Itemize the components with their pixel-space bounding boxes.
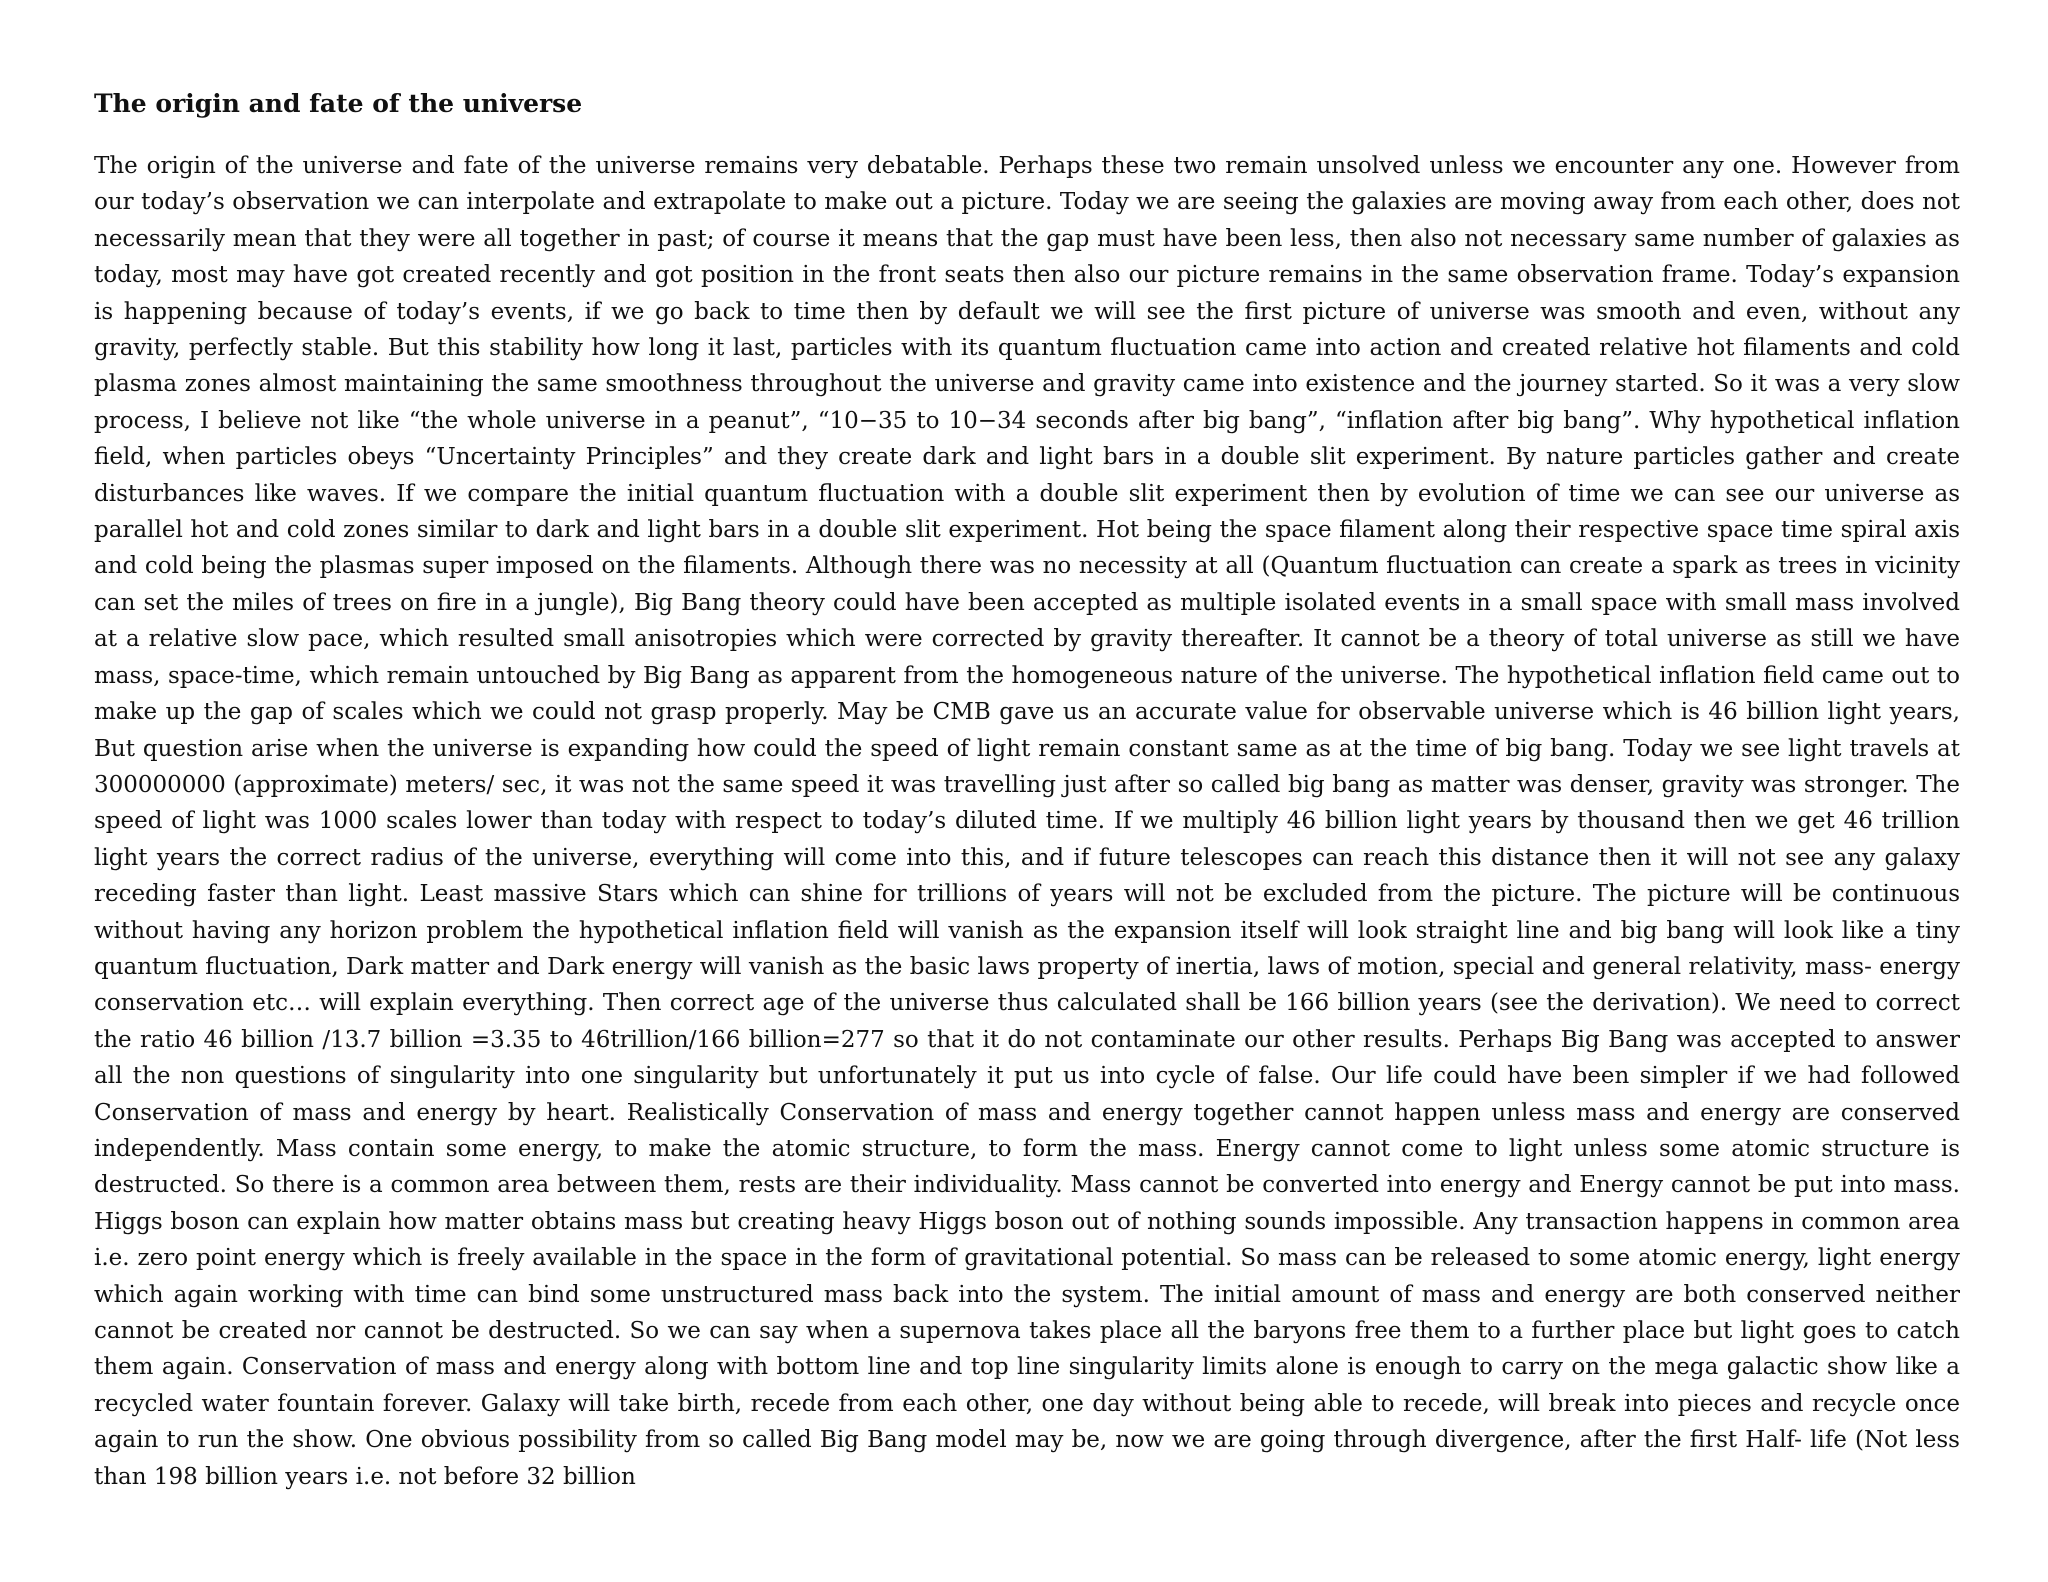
document-body-paragraph: The origin of the universe and fate of the universe remains very debatable. Perhaps these two remain unsolved unless we encounter any one. However from our today’s observation we can interpolate and extrapolate to make out a picture. Today we are seeing the galaxies are moving away from each other, does not necessarily mean that they were all together in past; of course it means that the gap must have been less, then also not necessary same number of galaxies as today, most may have got created recently and got position in the front seats then also our picture remains in the same observation frame. Today’s expansion is happening because of today’s events, if we go back to time then by default we will see the first picture of universe was smooth and even, without any gravity, perfectly stable. But this stability how long it last, particles with its quantum fluctuation came into action and created relative hot filaments and cold plasma zones almost maintaining the same smoothness throughout the universe and gravity came into existence and the journey started. So it was a very slow process, I believe not like “the whole universe in a peanut”, “10−35 to 10−34 seconds after big bang”, “inflation after big bang”. Why hypothetical inflation field, when particles obeys “Uncertainty Principles” and they create dark and light bars in a double slit experiment. By nature particles gather and create disturbances like waves. If we compare the initial quantum fluctuation with a double slit experiment then by evolution of time we can see our universe as parallel hot and cold zones similar to dark and light bars in a double slit experiment. Hot being the space filament along their respective space time spiral axis and cold being the plasmas super imposed on the filaments. Although there was no necessity at all (Quantum fluctuation can create a spark as trees in vicinity can set the miles of trees on fire in a jungle), Big Bang theory could have been accepted as multiple isolated events in a small space with small mass involved at a relative slow pace, which resulted small anisotropies which were corrected by gravity thereafter. It cannot be a theory of total universe as still we have mass, space-time, which remain untouched by Big Bang as apparent from the homogeneous nature of the universe. The hypothetical inflation field came out to make up the gap of scales which we could not grasp properly. May be CMB gave us an accurate value for observable universe which is 46 billion light years, But question arise when the universe is expanding how could the speed of light remain constant same as at the time of big bang. Today we see light travels at 300000000 (approximate) meters/ sec, it was not the same speed it was travelling just after so called big bang as matter was denser, gravity was stronger. The speed of light was 1000 scales lower than today with respect to today’s diluted time. If we multiply 46 billion light years by thousand then we get 46 trillion light years the correct radius of the universe, everything will come into this, and if future telescopes can reach this distance then it will not see any galaxy receding faster than light. Least massive Stars which can shine for trillions of years will not be excluded from the picture. The picture will be continuous without having any horizon problem the hypothetical inflation field will vanish as the expansion itself will look straight line and big bang will look like a tiny quantum fluctuation, Dark matter and Dark energy will vanish as the basic laws property of inertia, laws of motion, special and general relativity, mass- energy conservation etc… will explain everything. Then correct age of the universe thus calculated shall be 166 billion years (see the derivation). We need to correct the ratio 46 billion /13.7 billion =3.35 to 46trillion/166 billion=277 so that it do not contaminate our other results. Perhaps Big Bang was accepted to answer all the non questions of singularity into one singularity but unfortunately it put us into cycle of false. Our life could have been simpler if we had followed Conservation of mass and energy by heart. Realistically Conservation of mass and energy together cannot happen unless mass and energy are conserved independently. Mass contain some energy, to make the atomic structure, to form the mass. Energy cannot come to light unless some atomic structure is destructed. So there is a common area between them, rests are their individuality. Mass cannot be converted into energy and Energy cannot be put into mass. Higgs boson can explain how matter obtains mass but creating heavy Higgs boson out of nothing sounds impossible. Any transaction happens in common area i.e. zero point energy which is freely available in the space in the form of gravitational potential. So mass can be released to some atomic energy, light energy which again working with time can bind some unstructured mass back into the system. The initial amount of mass and energy are both conserved neither cannot be created nor cannot be destructed. So we can say when a supernova takes place all the baryons free them to a further place but light goes to catch them again. Conservation of mass and energy along with bottom line and top line singularity limits alone is enough to carry on the mega galactic show like a recycled water fountain forever. Galaxy will take birth, recede from each other, one day without being able to recede, will break into pieces and recycle once again to run the show. One obvious possibility from so called Big Bang model may be, now we are going through divergence, after the first Half- life (Not less than 198 billion years i.e. not before 32 billion [94,153,1960,1490]
document-page [94,88,1960,1490]
document-title: The origin and fate of the universe [94,89,583,118]
